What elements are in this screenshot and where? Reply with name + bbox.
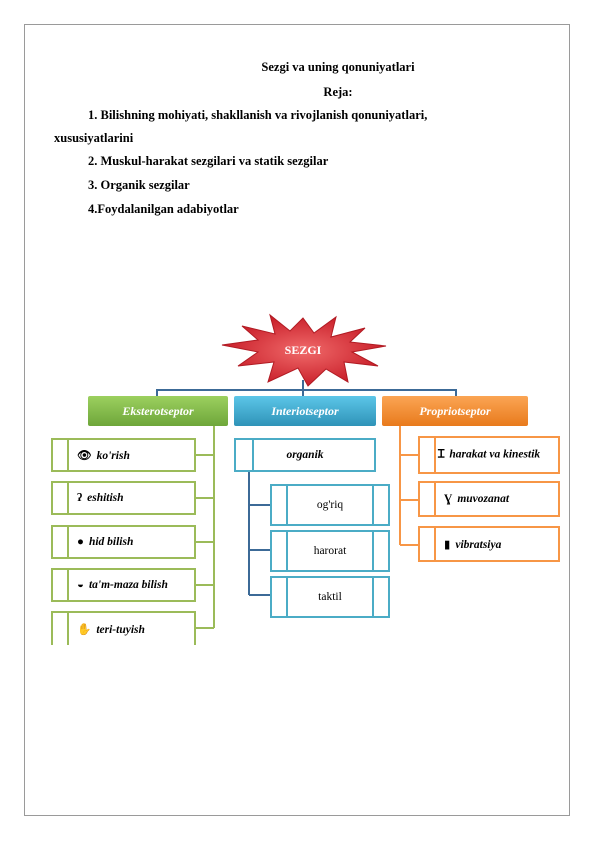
plan-item-1-cont: xususiyatlarini bbox=[54, 131, 134, 145]
vibration-icon: ▮ bbox=[444, 539, 451, 551]
list-item-teri-tuyish bbox=[51, 611, 196, 645]
document-title: Sezgi va uning qonuniyatlari bbox=[261, 60, 415, 74]
list-item-taktil bbox=[270, 576, 390, 618]
list-item-hid-bilish bbox=[51, 525, 196, 559]
category-propriotseptor: Propriotseptor bbox=[382, 396, 528, 426]
head-icon: ● bbox=[77, 536, 84, 548]
list-item-harakat-kinestik bbox=[418, 436, 560, 474]
lips-icon: ◒ bbox=[77, 579, 84, 591]
list-item-organik bbox=[234, 438, 376, 472]
list-item-muvozanat bbox=[418, 481, 560, 517]
item-label: og'riq bbox=[316, 499, 344, 511]
ear-icon: ʔ bbox=[77, 492, 83, 504]
sezgi-root-label: SEZGI bbox=[284, 343, 322, 357]
plan-item-4: 4.Foydalanilgan adabiyotlar bbox=[88, 202, 239, 216]
item-label: harakat va kinestik bbox=[449, 448, 541, 461]
list-item-korish bbox=[51, 438, 196, 472]
list-item-tam-maza-bilish bbox=[51, 568, 196, 602]
eye-icon: 👁 bbox=[77, 450, 92, 462]
hand-icon: ✋ bbox=[77, 624, 92, 636]
list-item-ogriq bbox=[270, 484, 390, 526]
plan-item-2: 2. Muskul-harakat sezgilari va statik sezgilar bbox=[88, 154, 329, 168]
item-label: organik bbox=[286, 449, 324, 461]
category-eksterotseptor: Eksterotseptor bbox=[88, 396, 228, 426]
item-label: muvozanat bbox=[457, 493, 510, 505]
item-label: teri-tuyish bbox=[96, 624, 145, 636]
item-label: taktil bbox=[318, 591, 342, 603]
category-interiotseptor: Interiotseptor bbox=[234, 396, 376, 426]
plan-item-3: 3. Organik sezgilar bbox=[88, 178, 190, 192]
item-label: vibratsiya bbox=[455, 539, 502, 551]
item-label: eshitish bbox=[87, 492, 124, 504]
bone-icon: Ɪ bbox=[438, 448, 445, 461]
plan-item-1: 1. Bilishning mohiyati, shakllanish va rivojlanish qonuniyatlari, bbox=[88, 108, 428, 122]
item-label: ta'm-maza bilish bbox=[88, 579, 168, 591]
list-item-harorat bbox=[270, 530, 390, 572]
list-item-eshitish bbox=[51, 481, 196, 515]
item-label: harorat bbox=[313, 545, 347, 557]
item-label: ko'rish bbox=[96, 450, 130, 462]
balance-icon: Ɣ bbox=[444, 493, 453, 505]
list-item-vibratsiya bbox=[418, 526, 560, 562]
item-label: hid bilish bbox=[88, 536, 134, 548]
reja-heading: Reja: bbox=[323, 85, 353, 99]
